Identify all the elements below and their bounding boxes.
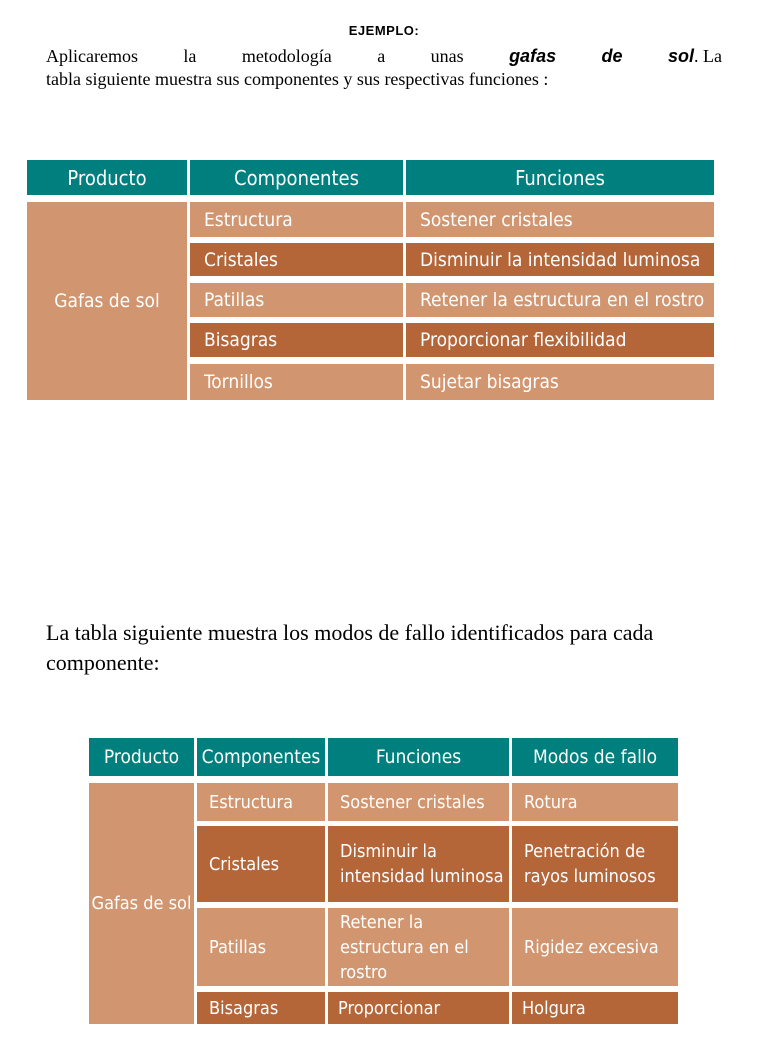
- example-heading: EJEMPLO:: [348, 23, 420, 38]
- table2-header-functions: Funciones: [328, 738, 509, 776]
- intro-word: la: [183, 46, 197, 66]
- table2-component-cell: Estructura: [197, 783, 325, 821]
- intro-emphasis: de: [601, 46, 623, 66]
- intro-word: a: [377, 46, 386, 66]
- table2-component-cell: Cristales: [197, 826, 325, 902]
- table1-function-cell: Sujetar bisagras: [406, 364, 714, 400]
- table1-product-cell: Gafas de sol: [27, 202, 187, 400]
- intro-paragraph: [46, 45, 722, 91]
- table2-failure-cell: Rotura: [512, 783, 678, 821]
- intro-word: metodología: [241, 46, 332, 66]
- table2-header-failure-modes: Modos de fallo: [512, 738, 678, 776]
- table2-component-cell: Bisagras: [197, 992, 325, 1024]
- table1-function-cell: Retener la estructura en el rostro: [406, 283, 714, 317]
- table1-component-cell: Bisagras: [190, 323, 403, 357]
- intro-line-2: tabla siguiente muestra sus componentes y sus respectivas funciones :: [46, 69, 549, 89]
- failure-modes-paragraph: La tabla siguiente muestra los modos de fallo identificados para cada componente:: [46, 620, 654, 675]
- table2-header-product: Producto: [89, 738, 194, 776]
- table2-failure-cell: Holgura insuficiente: [512, 992, 678, 1024]
- intro-word: Aplicaremos: [46, 46, 138, 66]
- table1-component-cell: Patillas: [190, 283, 403, 317]
- table1-header-functions: Funciones: [406, 160, 714, 195]
- intro-tail: . La: [693, 46, 722, 66]
- intro-line-1: [46, 45, 722, 68]
- table1-header-product: Producto: [27, 160, 187, 195]
- table2-product-cell: Gafas de sol: [89, 783, 194, 1024]
- intro-word: unas: [430, 46, 464, 66]
- intro-word: [668, 45, 722, 68]
- table1-component-cell: Tornillos: [190, 364, 403, 400]
- table2-failure-cell: Rigidez excesiva: [512, 908, 678, 986]
- intro-emphasis: sol: [667, 46, 694, 66]
- intro-emphasis: gafas: [509, 46, 557, 66]
- table2-failure-cell: Penetración de rayos luminosos: [512, 826, 678, 902]
- table1-component-cell: Cristales: [190, 243, 403, 276]
- table1-header-components: Componentes: [190, 160, 403, 195]
- table2-function-cell: Sostener cristales: [328, 783, 509, 821]
- table1-function-cell: Proporcionar flexibilidad: [406, 323, 714, 357]
- table2-component-cell: Patillas: [197, 908, 325, 986]
- table2-function-cell: Proporcionar flexibilidad: [328, 992, 509, 1024]
- table2-function-cell: Retener la estructura en el rostro: [328, 908, 509, 986]
- table1-function-cell: Sostener cristales: [406, 202, 714, 237]
- table2-function-cell: Disminuir la intensidad luminosa: [328, 826, 509, 902]
- table2-header-components: Componentes: [197, 738, 325, 776]
- table1-function-cell: Disminuir la intensidad luminosa: [406, 243, 714, 276]
- table1-component-cell: Estructura: [190, 202, 403, 237]
